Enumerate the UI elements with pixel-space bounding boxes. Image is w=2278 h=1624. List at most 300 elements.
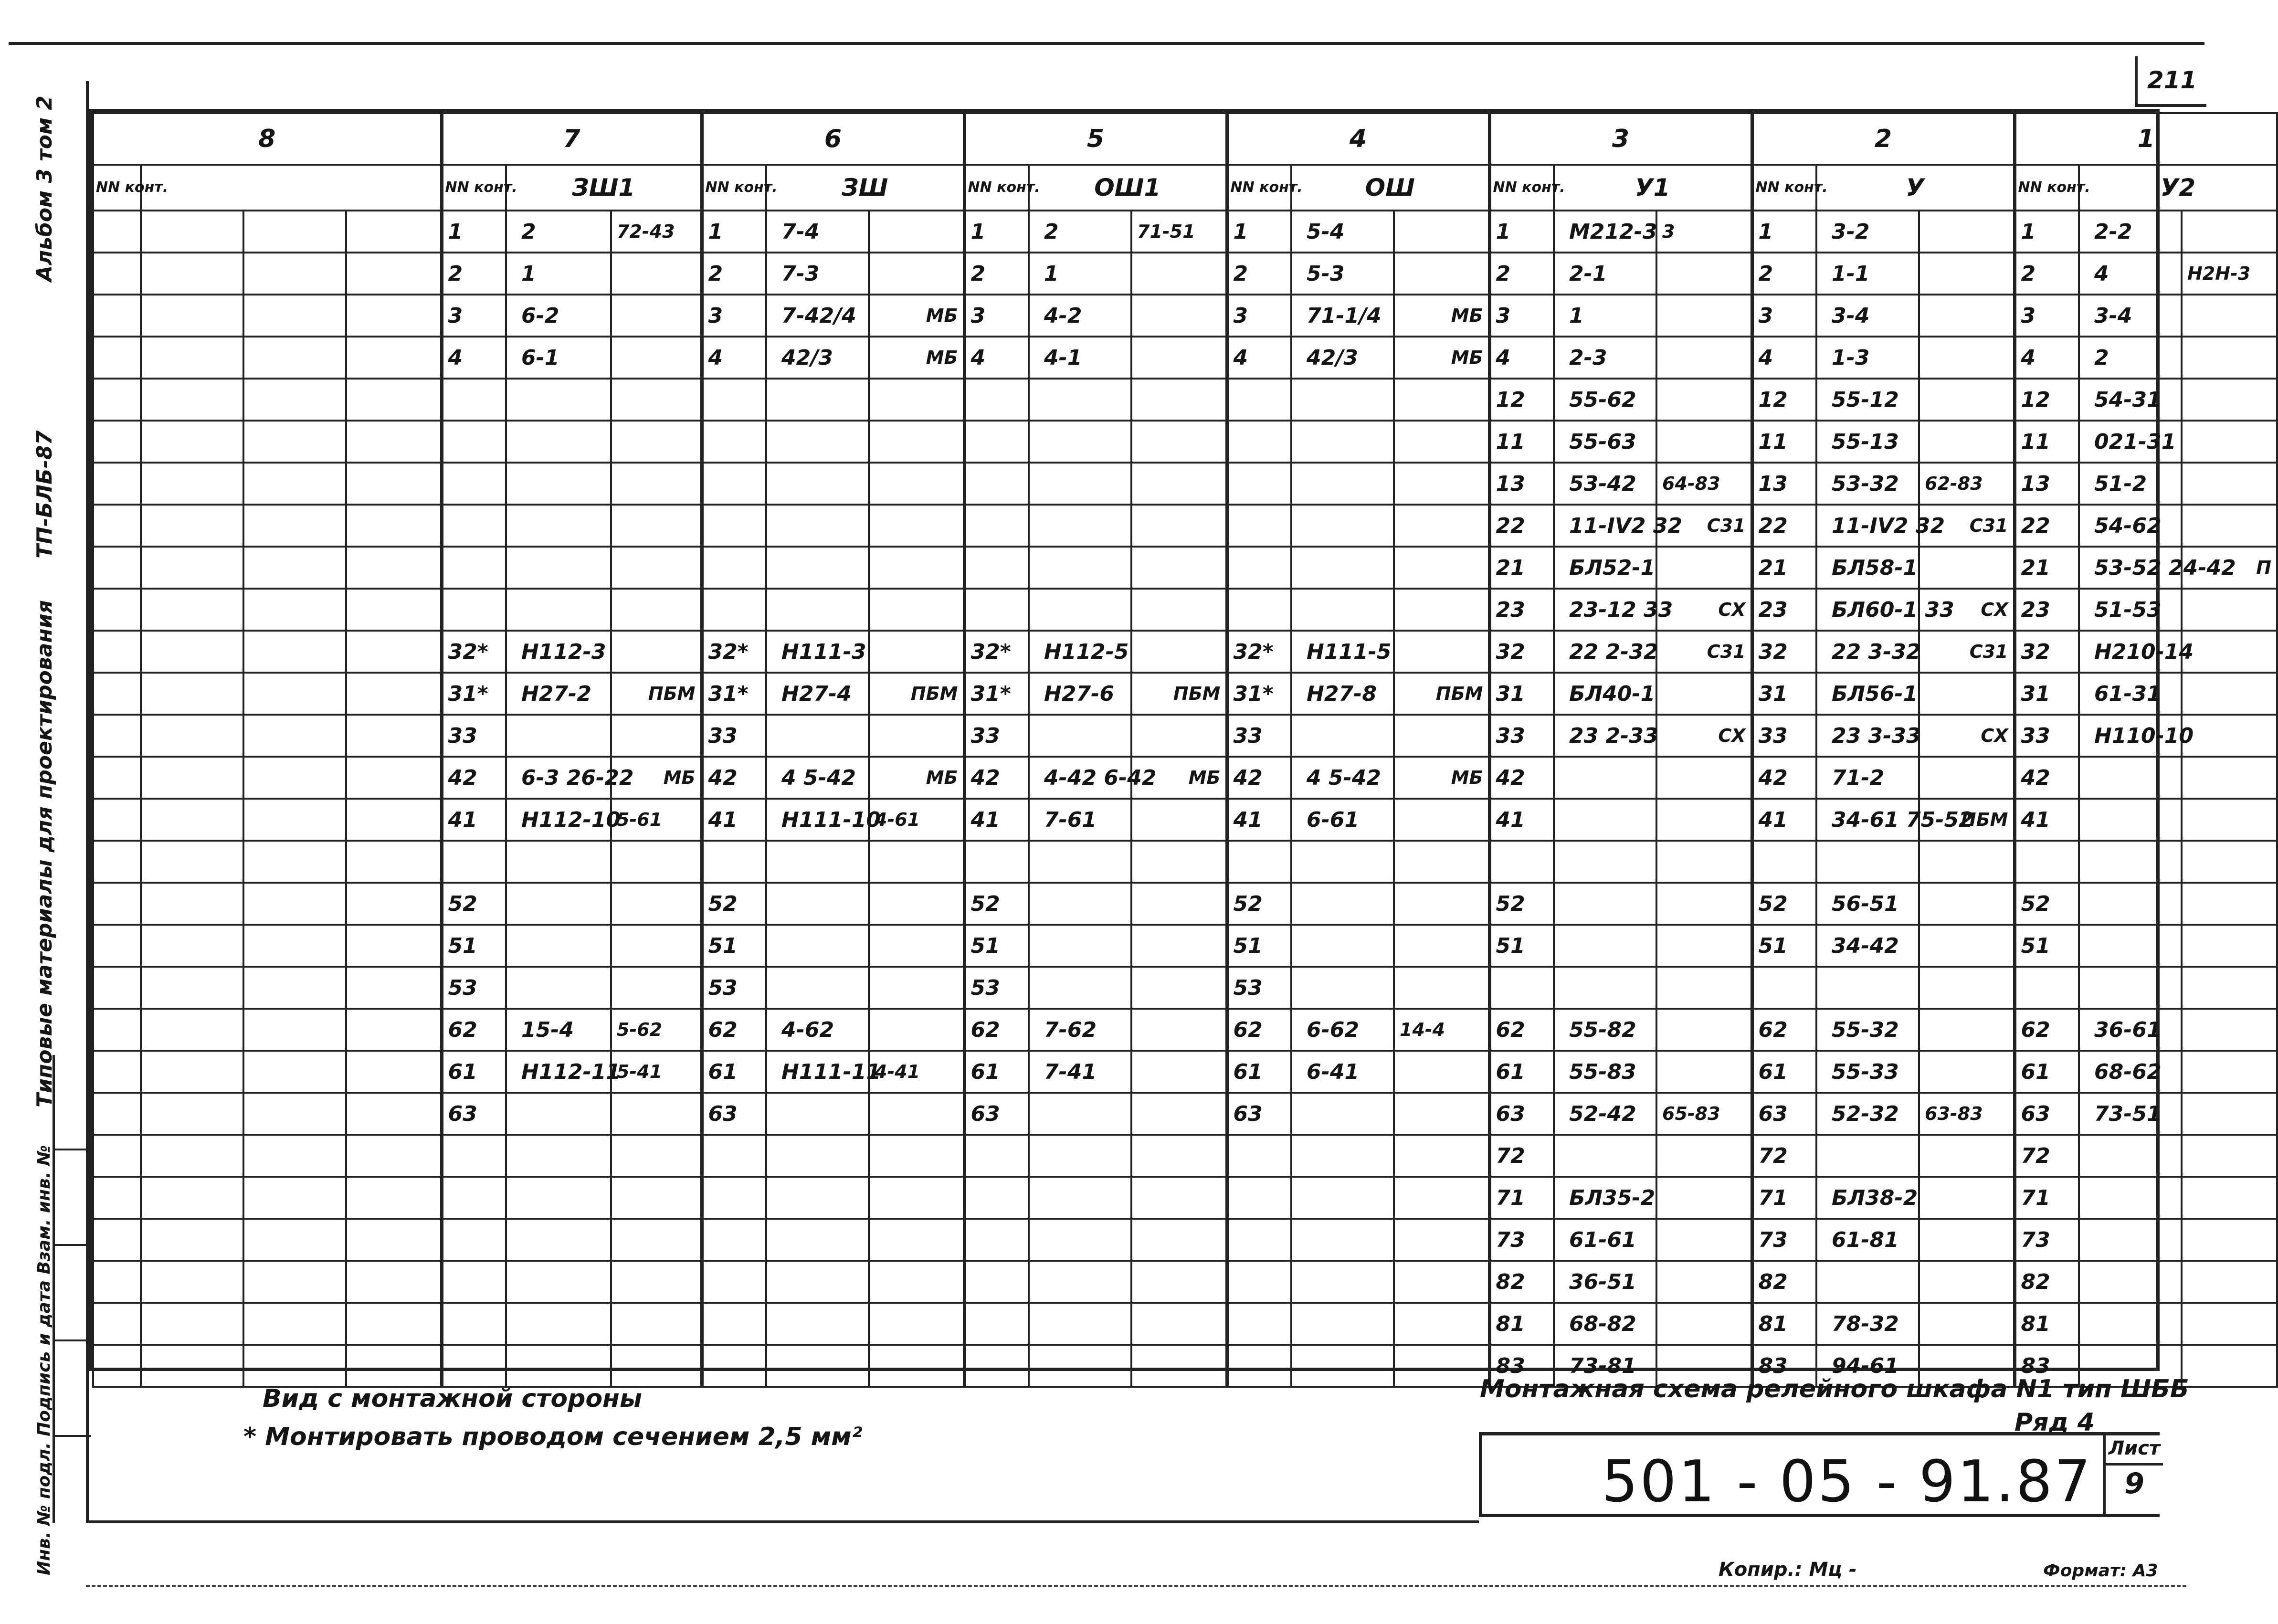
table-cell: 53 — [964, 967, 1029, 1009]
table-cell — [2014, 967, 2079, 1009]
table-cell — [1919, 967, 2014, 1009]
table-cell — [346, 337, 442, 379]
table-cell: 73 — [2014, 1219, 2079, 1261]
table-cell — [506, 1177, 611, 1219]
table-cell: 51-53 — [2079, 589, 2182, 631]
table-cell: ПБМ — [1919, 799, 2014, 841]
table-cell — [243, 421, 346, 463]
table-cell — [611, 883, 702, 925]
table-cell: 62-83 — [1919, 463, 2014, 505]
table-cell: 21 — [1489, 547, 1554, 589]
table-cell — [1554, 883, 1656, 925]
table-cell: 83 — [1752, 1345, 1816, 1387]
table-cell: 68-62 — [2079, 1051, 2182, 1093]
table-cell — [1394, 631, 1489, 673]
table-cell: 55-33 — [1816, 1051, 1919, 1093]
table-cell — [442, 505, 506, 547]
table-cell — [141, 925, 243, 967]
table-cell — [442, 1303, 506, 1345]
table-cell — [611, 337, 702, 379]
table-cell: 63 — [1752, 1093, 1816, 1135]
table-cell: 63 — [2014, 1093, 2079, 1135]
table-cell — [1029, 967, 1131, 1009]
table-cell: 41 — [442, 799, 506, 841]
table-cell: МБ — [1131, 757, 1227, 799]
table-cell — [141, 1303, 243, 1345]
table-cell — [964, 1303, 1029, 1345]
table-cell — [2079, 1177, 2182, 1219]
table-cell — [243, 379, 346, 421]
table-cell — [1227, 841, 1291, 883]
table-cell — [2079, 841, 2182, 883]
table-cell — [243, 925, 346, 967]
table-cell: 4-62 — [766, 1009, 869, 1051]
table-cell: 23 — [2014, 589, 2079, 631]
table-cell — [1394, 799, 1489, 841]
table-cell — [1394, 1261, 1489, 1303]
table-cell — [141, 211, 243, 253]
table-cell — [869, 505, 964, 547]
table-cell: 73 — [1489, 1219, 1554, 1261]
table-cell: Н112-11 — [506, 1051, 611, 1093]
table-cell: 32 — [2014, 631, 2079, 673]
table-cell: 33 — [442, 715, 506, 757]
group-number: 2 — [1752, 113, 2014, 165]
table-cell — [1029, 463, 1131, 505]
table-cell: 41 — [702, 799, 766, 841]
table-cell — [869, 925, 964, 967]
table-cell — [243, 1219, 346, 1261]
page-number: 211 — [2135, 56, 2206, 107]
table-cell — [1291, 1177, 1394, 1219]
table-cell — [766, 1219, 869, 1261]
table-cell — [442, 1345, 506, 1387]
table-cell — [1656, 1051, 1752, 1093]
table-cell — [1919, 421, 2014, 463]
table-cell — [964, 379, 1029, 421]
table-cell — [1227, 1177, 1291, 1219]
table-cell — [346, 1009, 442, 1051]
table-cell — [869, 379, 964, 421]
table-cell — [1131, 463, 1227, 505]
table-cell — [243, 673, 346, 715]
table-cell — [1291, 715, 1394, 757]
table-cell: 81 — [2014, 1303, 2079, 1345]
table-cell — [93, 631, 141, 673]
table-cell — [1919, 547, 2014, 589]
paper-format: Формат: А3 — [2043, 1561, 2158, 1581]
device-name — [141, 165, 442, 211]
table-cell — [243, 211, 346, 253]
table-cell — [869, 1303, 964, 1345]
table-cell — [702, 421, 766, 463]
table-cell — [1227, 1261, 1291, 1303]
table-cell — [93, 211, 141, 253]
table-cell — [1816, 1261, 1919, 1303]
table-cell — [506, 589, 611, 631]
contact-number-header: NN конт. — [1489, 165, 1554, 211]
table-cell — [442, 1261, 506, 1303]
table-cell — [611, 547, 702, 589]
table-cell — [442, 1219, 506, 1261]
table-cell — [1394, 715, 1489, 757]
table-cell — [1656, 337, 1752, 379]
sheet-label: Лист — [2106, 1437, 2163, 1466]
group-number: 5 — [964, 113, 1227, 165]
table-cell — [141, 799, 243, 841]
table-cell — [766, 1135, 869, 1177]
table-cell — [611, 1177, 702, 1219]
table-cell: Н111-3 — [766, 631, 869, 673]
sheet-cell — [2103, 1435, 2163, 1514]
table-cell — [1656, 421, 1752, 463]
table-cell — [506, 505, 611, 547]
table-cell — [2079, 1135, 2182, 1177]
table-cell — [1656, 757, 1752, 799]
copied-by: Копир.: Мц - — [1719, 1559, 1857, 1581]
table-cell — [346, 1135, 442, 1177]
table-cell: 2 — [1489, 253, 1554, 295]
table-cell — [1227, 547, 1291, 589]
table-cell: МБ — [611, 757, 702, 799]
table-cell — [346, 925, 442, 967]
table-cell: 6-1 — [506, 337, 611, 379]
table-cell: 51 — [442, 925, 506, 967]
table-cell — [506, 1135, 611, 1177]
table-cell — [964, 1177, 1029, 1219]
table-cell — [1394, 967, 1489, 1009]
table-cell: 55-32 — [1816, 1009, 1919, 1051]
table-cell: 3 — [1489, 295, 1554, 337]
table-cell: 4 5-42 — [1291, 757, 1394, 799]
table-cell: 52 — [702, 883, 766, 925]
table-cell — [506, 1303, 611, 1345]
table-cell — [2182, 295, 2277, 337]
table-cell — [243, 337, 346, 379]
table-cell — [1131, 1051, 1227, 1093]
table-cell: 2-3 — [1554, 337, 1656, 379]
table-cell — [1394, 505, 1489, 547]
table-cell: СХ — [1656, 589, 1752, 631]
table-row — [93, 337, 2277, 379]
table-cell — [93, 1051, 141, 1093]
table-cell — [243, 1093, 346, 1135]
margin-code-label: ТП-БЛБ-87 — [32, 430, 57, 559]
table-cell: 12 — [2014, 379, 2079, 421]
table-cell: 52-42 — [1554, 1093, 1656, 1135]
table-cell: 52 — [964, 883, 1029, 925]
table-row — [93, 967, 2277, 1009]
table-cell — [1394, 1303, 1489, 1345]
table-cell — [702, 463, 766, 505]
table-cell: 52 — [2014, 883, 2079, 925]
table-cell — [2182, 631, 2277, 673]
table-cell — [93, 589, 141, 631]
table-cell — [2182, 1009, 2277, 1051]
table-cell — [346, 757, 442, 799]
table-cell: 61 — [442, 1051, 506, 1093]
table-row — [93, 463, 2277, 505]
title-block — [1479, 1432, 2160, 1517]
table-cell — [442, 547, 506, 589]
table-cell — [1919, 1303, 2014, 1345]
table-cell: 42 — [2014, 757, 2079, 799]
table-row — [93, 421, 2277, 463]
table-cell — [1029, 715, 1131, 757]
table-cell — [243, 1051, 346, 1093]
table-cell: 61 — [1227, 1051, 1291, 1093]
table-cell — [141, 631, 243, 673]
table-cell: Н27-4 — [766, 673, 869, 715]
table-cell — [1291, 1261, 1394, 1303]
table-cell — [1656, 1219, 1752, 1261]
table-row — [93, 1051, 2277, 1093]
table-cell: М212-3 — [1554, 211, 1656, 253]
table-cell — [2182, 967, 2277, 1009]
table-cell: 62 — [964, 1009, 1029, 1051]
table-cell — [1394, 1051, 1489, 1093]
group-number: 1 — [2014, 113, 2277, 165]
table-cell — [1029, 1093, 1131, 1135]
table-cell — [141, 673, 243, 715]
table-cell: 4 — [702, 337, 766, 379]
table-cell: 82 — [1752, 1261, 1816, 1303]
table-cell: 42 — [442, 757, 506, 799]
table-cell — [702, 1303, 766, 1345]
table-cell: СХ — [1919, 715, 2014, 757]
table-cell — [93, 295, 141, 337]
table-cell — [93, 1135, 141, 1177]
table-cell — [1227, 1135, 1291, 1177]
table-cell — [1919, 1009, 2014, 1051]
table-cell — [611, 1135, 702, 1177]
table-cell — [1919, 673, 2014, 715]
top-frame-line — [9, 42, 2204, 45]
wire-note: * Монтировать проводом сечением 2,5 мм² — [243, 1423, 863, 1451]
table-cell: 2-1 — [1554, 253, 1656, 295]
table-cell: 83 — [1489, 1345, 1554, 1387]
table-cell: 63 — [1489, 1093, 1554, 1135]
table-cell: 1 — [1554, 295, 1656, 337]
table-cell — [869, 1093, 964, 1135]
table-cell — [1919, 295, 2014, 337]
table-cell — [611, 421, 702, 463]
table-cell: 3-4 — [2079, 295, 2182, 337]
table-cell: 6-62 — [1291, 1009, 1394, 1051]
bottom-cut-line — [86, 1585, 2186, 1587]
table-cell — [766, 1177, 869, 1219]
table-cell: 1 — [2014, 211, 2079, 253]
table-cell — [506, 379, 611, 421]
table-cell — [346, 253, 442, 295]
table-cell — [611, 925, 702, 967]
table-cell — [141, 715, 243, 757]
table-cell — [1919, 1219, 2014, 1261]
table-cell: 11 — [1752, 421, 1816, 463]
table-cell: 3-4 — [1816, 295, 1919, 337]
table-cell — [1919, 1261, 2014, 1303]
table-cell: 4 — [1227, 337, 1291, 379]
table-cell: 2 — [964, 253, 1029, 295]
table-cell — [1029, 1303, 1131, 1345]
table-cell: 2-2 — [2079, 211, 2182, 253]
table-cell — [702, 1219, 766, 1261]
table-cell — [1131, 925, 1227, 967]
schema-title: Монтажная схема релейного шкафа N1 тип ШББ — [1480, 1375, 2189, 1403]
table-cell: 81 — [1489, 1303, 1554, 1345]
table-cell — [2079, 757, 2182, 799]
table-cell: 65-83 — [1656, 1093, 1752, 1135]
table-cell — [766, 1261, 869, 1303]
table-cell: 4-61 — [869, 799, 964, 841]
table-cell: 41 — [1489, 799, 1554, 841]
table-cell — [611, 589, 702, 631]
table-cell — [1131, 799, 1227, 841]
table-cell: МБ — [869, 337, 964, 379]
table-cell: 61 — [964, 1051, 1029, 1093]
table-cell: 61-61 — [1554, 1219, 1656, 1261]
table-cell: 71 — [1489, 1177, 1554, 1219]
table-cell — [2079, 925, 2182, 967]
table-cell: 32 — [1489, 631, 1554, 673]
table-row — [93, 1303, 2277, 1345]
table-cell: 51 — [964, 925, 1029, 967]
table-cell: 32* — [1227, 631, 1291, 673]
table-cell — [766, 925, 869, 967]
table-cell: 33 — [1227, 715, 1291, 757]
table-cell — [141, 757, 243, 799]
table-cell — [2182, 841, 2277, 883]
table-cell: 6-2 — [506, 295, 611, 337]
table-cell — [869, 967, 964, 1009]
table-cell: 6-61 — [1291, 799, 1394, 841]
table-cell — [141, 1009, 243, 1051]
table-cell: 7-61 — [1029, 799, 1131, 841]
table-cell: 5-41 — [611, 1051, 702, 1093]
table-cell: 81 — [1752, 1303, 1816, 1345]
contact-number-header: NN конт. — [93, 165, 141, 211]
table-cell — [506, 883, 611, 925]
margin-stamp-cells — [53, 1055, 91, 1523]
table-cell — [869, 883, 964, 925]
table-cell — [2182, 799, 2277, 841]
table-row — [93, 925, 2277, 967]
table-cell: 15-4 — [506, 1009, 611, 1051]
table-row — [93, 295, 2277, 337]
table-cell: 31 — [2014, 673, 2079, 715]
table-cell: 5-61 — [611, 799, 702, 841]
table-cell — [243, 631, 346, 673]
table-cell — [1394, 883, 1489, 925]
table-cell — [346, 715, 442, 757]
table-cell — [1919, 253, 2014, 295]
table-cell: 32 — [1752, 631, 1816, 673]
device-name: У1 — [1554, 165, 1752, 211]
table-cell: 62 — [702, 1009, 766, 1051]
table-cell — [869, 211, 964, 253]
table-cell — [766, 841, 869, 883]
margin-album-label: Альбом 3 том 2 — [32, 95, 57, 282]
table-cell: 73-81 — [1554, 1345, 1656, 1387]
table-cell — [611, 253, 702, 295]
table-cell — [1394, 463, 1489, 505]
table-cell — [1291, 505, 1394, 547]
table-cell — [2182, 337, 2277, 379]
table-cell: ПБМ — [1131, 673, 1227, 715]
table-cell: 71-1/4 — [1291, 295, 1394, 337]
table-cell — [1554, 925, 1656, 967]
table-cell: СХ — [1919, 589, 2014, 631]
table-cell — [141, 505, 243, 547]
table-cell — [2182, 883, 2277, 925]
table-row — [93, 883, 2277, 925]
table-cell: 42 — [964, 757, 1029, 799]
table-cell: Н111-5 — [1291, 631, 1394, 673]
contact-number-header: NN конт. — [2014, 165, 2079, 211]
table-cell — [346, 1345, 442, 1387]
table-cell: 21 — [2014, 547, 2079, 589]
margin-stamp-cell — [55, 1246, 91, 1341]
table-cell — [869, 1135, 964, 1177]
table-cell: 55-12 — [1816, 379, 1919, 421]
table-cell: 62 — [442, 1009, 506, 1051]
table-cell — [506, 967, 611, 1009]
table-cell — [2182, 673, 2277, 715]
contact-number-header: NN конт. — [1752, 165, 1816, 211]
table-cell: 4 5-42 — [766, 757, 869, 799]
table-cell — [141, 421, 243, 463]
table-cell: 5-62 — [611, 1009, 702, 1051]
table-cell: БЛ38-2 — [1816, 1177, 1919, 1219]
table-cell — [1291, 1219, 1394, 1261]
table-cell: 61 — [702, 1051, 766, 1093]
table-cell — [766, 715, 869, 757]
table-cell: 53 — [1227, 967, 1291, 1009]
table-cell — [1291, 421, 1394, 463]
table-cell — [2182, 1135, 2277, 1177]
table-cell — [1291, 379, 1394, 421]
table-cell — [346, 1303, 442, 1345]
table-cell — [766, 883, 869, 925]
table-cell: 53 — [442, 967, 506, 1009]
table-cell: 31 — [1752, 673, 1816, 715]
table-cell — [346, 967, 442, 1009]
table-cell: 78-32 — [1816, 1303, 1919, 1345]
table-cell — [2182, 1093, 2277, 1135]
table-cell — [243, 589, 346, 631]
table-cell — [1656, 673, 1752, 715]
group-number: 8 — [93, 113, 442, 165]
table-cell: Н110-10 — [2079, 715, 2182, 757]
table-cell — [1919, 757, 2014, 799]
table-cell: 36-51 — [1554, 1261, 1656, 1303]
row-label: Ряд 4 — [2014, 1408, 2095, 1437]
table-row — [93, 1177, 2277, 1219]
table-cell: 4 — [964, 337, 1029, 379]
table-cell — [1131, 1261, 1227, 1303]
table-cell: 82 — [1489, 1261, 1554, 1303]
table-cell: 23 — [1752, 589, 1816, 631]
table-cell — [1394, 1135, 1489, 1177]
table-cell — [1131, 589, 1227, 631]
table-cell: 51-2 — [2079, 463, 2182, 505]
table-cell: 61 — [1489, 1051, 1554, 1093]
table-cell: БЛ40-1 — [1554, 673, 1656, 715]
margin-series-label: Типовые материалы для проектирования — [32, 600, 57, 1107]
table-cell: МБ — [869, 295, 964, 337]
table-cell — [1029, 1345, 1131, 1387]
table-cell: СХ — [1656, 715, 1752, 757]
